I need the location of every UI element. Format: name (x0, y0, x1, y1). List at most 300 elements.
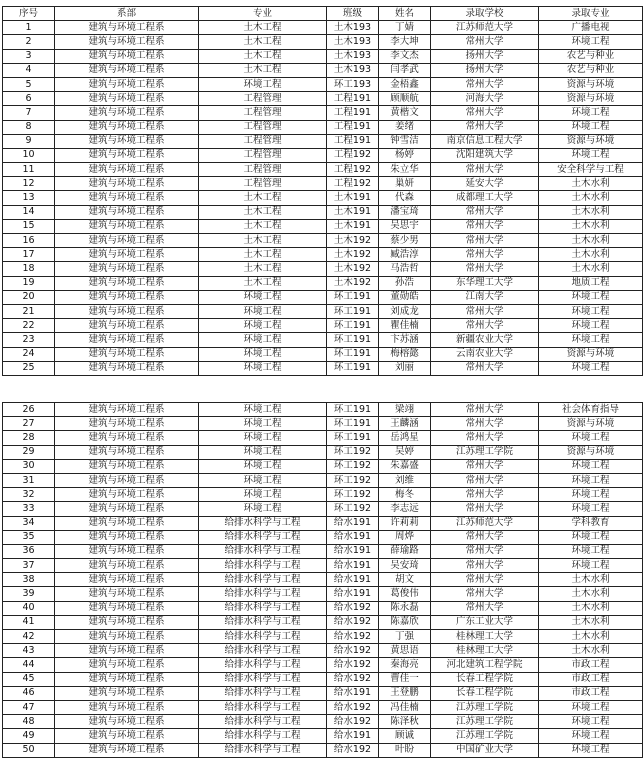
cell-class: 土木193 (327, 21, 379, 35)
table-row (3, 163, 643, 177)
cell-class: 工程192 (327, 148, 379, 162)
cell-admitted-school: 常州大学 (431, 417, 539, 431)
cell-admitted-school: 江苏理工学院 (431, 700, 539, 714)
cell-name: 巢妍 (379, 177, 431, 191)
cell-major: 环境工程 (199, 77, 327, 91)
header-row (3, 7, 643, 21)
cell-department: 建筑与环境工程系 (55, 615, 199, 629)
table-row (3, 134, 643, 148)
cell-class: 给水192 (327, 715, 379, 729)
cell-admitted-school: 常州大学 (431, 601, 539, 615)
cell-class: 环工191 (327, 431, 379, 445)
cell-department: 建筑与环境工程系 (55, 559, 199, 573)
cell-major: 环境工程 (199, 459, 327, 473)
table-row (3, 587, 643, 601)
cell-major: 土木工程 (199, 35, 327, 49)
cell-admitted-school: 常州大学 (431, 120, 539, 134)
cell-department: 建筑与环境工程系 (55, 686, 199, 700)
cell-name: 曹佳一 (379, 672, 431, 686)
cell-major: 工程管理 (199, 148, 327, 162)
cell-index: 43 (3, 644, 55, 658)
cell-index: 31 (3, 473, 55, 487)
table-row (3, 21, 643, 35)
cell-admitted-major: 土木水利 (539, 601, 643, 615)
cell-department: 建筑与环境工程系 (55, 502, 199, 516)
cell-admitted-school: 广东工业大学 (431, 615, 539, 629)
cell-department: 建筑与环境工程系 (55, 473, 199, 487)
cell-index: 45 (3, 672, 55, 686)
cell-name: 代森 (379, 191, 431, 205)
cell-major: 环境工程 (199, 347, 327, 361)
cell-department: 建筑与环境工程系 (55, 715, 199, 729)
cell-admitted-major: 环境工程 (539, 120, 643, 134)
cell-class: 给水192 (327, 644, 379, 658)
cell-admitted-major: 资源与环境 (539, 347, 643, 361)
cell-admitted-major: 农艺与种业 (539, 63, 643, 77)
cell-department: 建筑与环境工程系 (55, 587, 199, 601)
cell-admitted-major: 资源与环境 (539, 417, 643, 431)
table-row (3, 205, 643, 219)
cell-index: 44 (3, 658, 55, 672)
cell-admitted-school: 成都理工大学 (431, 191, 539, 205)
cell-admitted-major: 环境工程 (539, 559, 643, 573)
cell-admitted-major: 土木水利 (539, 177, 643, 191)
cell-admitted-school: 扬州大学 (431, 63, 539, 77)
cell-index: 33 (3, 502, 55, 516)
cell-index: 35 (3, 530, 55, 544)
cell-admitted-school: 江苏理工学院 (431, 445, 539, 459)
cell-department: 建筑与环境工程系 (55, 134, 199, 148)
cell-name: 朱嘉盛 (379, 459, 431, 473)
cell-class: 土木192 (327, 276, 379, 290)
cell-name: 叶盼 (379, 743, 431, 757)
cell-index: 25 (3, 361, 55, 375)
cell-admitted-school: 常州大学 (431, 502, 539, 516)
cell-index: 20 (3, 290, 55, 304)
cell-name: 姜绪 (379, 120, 431, 134)
cell-department: 建筑与环境工程系 (55, 234, 199, 248)
cell-name: 刘成龙 (379, 304, 431, 318)
cell-name: 李大坤 (379, 35, 431, 49)
cell-admitted-school: 常州大学 (431, 106, 539, 120)
cell-admitted-school: 常州大学 (431, 205, 539, 219)
cell-admitted-major: 环境工程 (539, 361, 643, 375)
cell-admitted-school: 常州大学 (431, 304, 539, 318)
cell-class: 给水191 (327, 573, 379, 587)
cell-name: 葛俊伟 (379, 587, 431, 601)
table-row (3, 743, 643, 757)
cell-admitted-school: 常州大学 (431, 488, 539, 502)
cell-department: 建筑与环境工程系 (55, 219, 199, 233)
cell-department: 建筑与环境工程系 (55, 573, 199, 587)
cell-name: 卞苏涵 (379, 333, 431, 347)
cell-admitted-school: 常州大学 (431, 587, 539, 601)
cell-class: 给水192 (327, 601, 379, 615)
cell-admitted-major: 资源与环境 (539, 134, 643, 148)
cell-index: 36 (3, 544, 55, 558)
cell-name: 李志远 (379, 502, 431, 516)
cell-department: 建筑与环境工程系 (55, 35, 199, 49)
cell-major: 环境工程 (199, 431, 327, 445)
table-row (3, 431, 643, 445)
cell-index: 14 (3, 205, 55, 219)
cell-department: 建筑与环境工程系 (55, 333, 199, 347)
cell-major: 环境工程 (199, 445, 327, 459)
cell-name: 瞿佳楠 (379, 319, 431, 333)
cell-major: 给排水科学与工程 (199, 544, 327, 558)
cell-admitted-school: 江苏理工学院 (431, 715, 539, 729)
cell-name: 吴思宇 (379, 219, 431, 233)
table-row (3, 644, 643, 658)
table-row (3, 35, 643, 49)
cell-department: 建筑与环境工程系 (55, 630, 199, 644)
cell-major: 给排水科学与工程 (199, 686, 327, 700)
cell-admitted-school: 常州大学 (431, 262, 539, 276)
cell-name: 梅冬 (379, 488, 431, 502)
cell-major: 给排水科学与工程 (199, 530, 327, 544)
cell-class: 工程191 (327, 134, 379, 148)
cell-index: 13 (3, 191, 55, 205)
cell-name: 潘宝琦 (379, 205, 431, 219)
cell-admitted-major: 环境工程 (539, 290, 643, 304)
cell-department: 建筑与环境工程系 (55, 177, 199, 191)
cell-class: 环工192 (327, 473, 379, 487)
table-row (3, 361, 643, 375)
table-row (3, 49, 643, 63)
table-row (3, 248, 643, 262)
cell-name: 王麟涵 (379, 417, 431, 431)
cell-admitted-school: 桂林理工大学 (431, 630, 539, 644)
table-row (3, 191, 643, 205)
cell-admitted-major: 环境工程 (539, 319, 643, 333)
cell-name: 臧浩淳 (379, 248, 431, 262)
cell-index: 12 (3, 177, 55, 191)
cell-index: 42 (3, 630, 55, 644)
cell-class: 环工193 (327, 77, 379, 91)
cell-admitted-school: 河北建筑工程学院 (431, 658, 539, 672)
cell-department: 建筑与环境工程系 (55, 672, 199, 686)
cell-department: 建筑与环境工程系 (55, 729, 199, 743)
cell-class: 给水191 (327, 587, 379, 601)
cell-name: 薛瑜路 (379, 544, 431, 558)
cell-admitted-major: 农艺与种业 (539, 49, 643, 63)
cell-admitted-major: 土木水利 (539, 234, 643, 248)
cell-class: 工程191 (327, 106, 379, 120)
table-row (3, 601, 643, 615)
cell-admitted-major: 市政工程 (539, 686, 643, 700)
table-row (3, 148, 643, 162)
cell-admitted-school: 东华理工大学 (431, 276, 539, 290)
cell-class: 工程191 (327, 92, 379, 106)
table-row (3, 106, 643, 120)
cell-class: 给水191 (327, 686, 379, 700)
cell-department: 建筑与环境工程系 (55, 544, 199, 558)
cell-index: 16 (3, 234, 55, 248)
admission-table-part1 (2, 6, 643, 376)
cell-admitted-school: 河海大学 (431, 92, 539, 106)
cell-index: 9 (3, 134, 55, 148)
cell-department: 建筑与环境工程系 (55, 601, 199, 615)
cell-name: 梁翊 (379, 403, 431, 417)
cell-major: 环境工程 (199, 403, 327, 417)
table-row (3, 672, 643, 686)
cell-class: 给水191 (327, 544, 379, 558)
cell-major: 给排水科学与工程 (199, 615, 327, 629)
cell-department: 建筑与环境工程系 (55, 417, 199, 431)
cell-admitted-school: 江南大学 (431, 290, 539, 304)
cell-department: 建筑与环境工程系 (55, 431, 199, 445)
cell-name: 黄楷文 (379, 106, 431, 120)
cell-class: 土木193 (327, 49, 379, 63)
cell-admitted-major: 土木水利 (539, 615, 643, 629)
cell-name: 李文杰 (379, 49, 431, 63)
cell-department: 建筑与环境工程系 (55, 106, 199, 120)
cell-name: 董勋皓 (379, 290, 431, 304)
cell-admitted-school: 江苏师范大学 (431, 21, 539, 35)
cell-major: 工程管理 (199, 177, 327, 191)
cell-admitted-school: 常州大学 (431, 473, 539, 487)
table-row (3, 319, 643, 333)
table-row (3, 262, 643, 276)
cell-index: 28 (3, 431, 55, 445)
cell-index: 3 (3, 49, 55, 63)
cell-major: 环境工程 (199, 304, 327, 318)
cell-admitted-school: 江苏师范大学 (431, 516, 539, 530)
cell-admitted-major: 学科教育 (539, 516, 643, 530)
cell-class: 环工191 (327, 403, 379, 417)
cell-admitted-school: 常州大学 (431, 431, 539, 445)
cell-major: 土木工程 (199, 63, 327, 77)
cell-major: 给排水科学与工程 (199, 587, 327, 601)
cell-index: 1 (3, 21, 55, 35)
cell-department: 建筑与环境工程系 (55, 361, 199, 375)
table-row (3, 658, 643, 672)
cell-class: 给水192 (327, 658, 379, 672)
cell-major: 给排水科学与工程 (199, 672, 327, 686)
cell-index: 7 (3, 106, 55, 120)
cell-class: 土木191 (327, 205, 379, 219)
cell-index: 24 (3, 347, 55, 361)
cell-admitted-major: 环境工程 (539, 530, 643, 544)
cell-admitted-major: 环境工程 (539, 35, 643, 49)
cell-major: 环境工程 (199, 290, 327, 304)
cell-department: 建筑与环境工程系 (55, 77, 199, 91)
cell-major: 土木工程 (199, 234, 327, 248)
cell-index: 49 (3, 729, 55, 743)
table-row (3, 459, 643, 473)
cell-department: 建筑与环境工程系 (55, 191, 199, 205)
cell-name: 胡文 (379, 573, 431, 587)
table-row (3, 488, 643, 502)
cell-admitted-school: 长春工程学院 (431, 686, 539, 700)
cell-major: 给排水科学与工程 (199, 715, 327, 729)
cell-admitted-major: 资源与环境 (539, 77, 643, 91)
cell-admitted-school: 常州大学 (431, 163, 539, 177)
table-row (3, 347, 643, 361)
cell-department: 建筑与环境工程系 (55, 743, 199, 757)
cell-index: 22 (3, 319, 55, 333)
cell-name: 吴婷 (379, 445, 431, 459)
cell-department: 建筑与环境工程系 (55, 205, 199, 219)
cell-major: 给排水科学与工程 (199, 658, 327, 672)
cell-admitted-school: 江苏理工学院 (431, 729, 539, 743)
cell-major: 土木工程 (199, 205, 327, 219)
cell-class: 环工192 (327, 502, 379, 516)
cell-class: 给水192 (327, 700, 379, 714)
cell-admitted-major: 环境工程 (539, 148, 643, 162)
cell-department: 建筑与环境工程系 (55, 700, 199, 714)
cell-name: 刘维 (379, 473, 431, 487)
header-name: 姓名 (379, 7, 431, 21)
cell-index: 47 (3, 700, 55, 714)
cell-class: 给水191 (327, 559, 379, 573)
cell-name: 刘丽 (379, 361, 431, 375)
cell-admitted-major: 土木水利 (539, 219, 643, 233)
cell-index: 32 (3, 488, 55, 502)
cell-admitted-major: 社会体育指导 (539, 403, 643, 417)
cell-class: 给水191 (327, 729, 379, 743)
cell-major: 环境工程 (199, 417, 327, 431)
cell-index: 5 (3, 77, 55, 91)
table-row (3, 502, 643, 516)
cell-department: 建筑与环境工程系 (55, 403, 199, 417)
cell-admitted-school: 常州大学 (431, 35, 539, 49)
cell-admitted-school: 长春工程学院 (431, 672, 539, 686)
cell-admitted-school: 沈阳建筑大学 (431, 148, 539, 162)
cell-major: 给排水科学与工程 (199, 573, 327, 587)
cell-admitted-major: 安全科学与工程 (539, 163, 643, 177)
cell-index: 23 (3, 333, 55, 347)
cell-admitted-school: 常州大学 (431, 573, 539, 587)
header-admitted-major: 录取专业 (539, 7, 643, 21)
cell-class: 土木192 (327, 262, 379, 276)
table-row (3, 445, 643, 459)
table-row (3, 516, 643, 530)
table-row (3, 63, 643, 77)
cell-class: 土木193 (327, 63, 379, 77)
cell-name: 金梧鑫 (379, 77, 431, 91)
cell-department: 建筑与环境工程系 (55, 63, 199, 77)
cell-index: 18 (3, 262, 55, 276)
cell-class: 土木191 (327, 219, 379, 233)
cell-class: 环工192 (327, 459, 379, 473)
cell-admitted-major: 土木水利 (539, 573, 643, 587)
cell-department: 建筑与环境工程系 (55, 49, 199, 63)
cell-major: 环境工程 (199, 319, 327, 333)
cell-department: 建筑与环境工程系 (55, 248, 199, 262)
cell-admitted-major: 土木水利 (539, 587, 643, 601)
cell-admitted-major: 土木水利 (539, 191, 643, 205)
cell-admitted-major: 环境工程 (539, 715, 643, 729)
table-row (3, 573, 643, 587)
cell-name: 秦海亮 (379, 658, 431, 672)
table-row (3, 77, 643, 91)
cell-department: 建筑与环境工程系 (55, 319, 199, 333)
table-row (3, 686, 643, 700)
cell-admitted-school: 常州大学 (431, 219, 539, 233)
cell-class: 环工191 (327, 361, 379, 375)
cell-index: 34 (3, 516, 55, 530)
cell-admitted-major: 土木水利 (539, 248, 643, 262)
table-row (3, 630, 643, 644)
cell-index: 6 (3, 92, 55, 106)
table-row (3, 92, 643, 106)
cell-index: 41 (3, 615, 55, 629)
cell-admitted-major: 资源与环境 (539, 92, 643, 106)
cell-name: 陈永磊 (379, 601, 431, 615)
cell-major: 土木工程 (199, 49, 327, 63)
cell-department: 建筑与环境工程系 (55, 488, 199, 502)
cell-major: 土木工程 (199, 21, 327, 35)
cell-admitted-major: 环境工程 (539, 502, 643, 516)
cell-index: 8 (3, 120, 55, 134)
table-body-part2 (3, 403, 643, 758)
cell-major: 环境工程 (199, 333, 327, 347)
cell-major: 工程管理 (199, 120, 327, 134)
cell-index: 37 (3, 559, 55, 573)
cell-name: 钟雪洁 (379, 134, 431, 148)
cell-admitted-major: 市政工程 (539, 672, 643, 686)
cell-name: 黄思语 (379, 644, 431, 658)
cell-name: 顾诚 (379, 729, 431, 743)
cell-major: 给排水科学与工程 (199, 729, 327, 743)
cell-major: 土木工程 (199, 276, 327, 290)
cell-admitted-school: 常州大学 (431, 248, 539, 262)
cell-major: 给排水科学与工程 (199, 630, 327, 644)
table-row (3, 290, 643, 304)
cell-class: 环工191 (327, 319, 379, 333)
table-row (3, 615, 643, 629)
cell-name: 王登鹏 (379, 686, 431, 700)
cell-name: 陈嘉欣 (379, 615, 431, 629)
cell-name: 丁婧 (379, 21, 431, 35)
cell-major: 给排水科学与工程 (199, 559, 327, 573)
cell-name: 杨婷 (379, 148, 431, 162)
cell-class: 工程192 (327, 177, 379, 191)
cell-admitted-major: 环境工程 (539, 488, 643, 502)
cell-major: 给排水科学与工程 (199, 644, 327, 658)
cell-index: 19 (3, 276, 55, 290)
cell-major: 环境工程 (199, 361, 327, 375)
header-class: 班级 (327, 7, 379, 21)
cell-name: 陈泽秋 (379, 715, 431, 729)
cell-name: 岳鸿星 (379, 431, 431, 445)
header-department: 系部 (55, 7, 199, 21)
header-major: 专业 (199, 7, 327, 21)
cell-class: 给水192 (327, 743, 379, 757)
cell-major: 工程管理 (199, 92, 327, 106)
cell-department: 建筑与环境工程系 (55, 120, 199, 134)
cell-index: 2 (3, 35, 55, 49)
cell-admitted-major: 市政工程 (539, 658, 643, 672)
cell-index: 26 (3, 403, 55, 417)
cell-major: 给排水科学与工程 (199, 516, 327, 530)
cell-class: 环工192 (327, 445, 379, 459)
cell-department: 建筑与环境工程系 (55, 445, 199, 459)
cell-department: 建筑与环境工程系 (55, 516, 199, 530)
cell-admitted-major: 环境工程 (539, 304, 643, 318)
header-admitted-school: 录取学校 (431, 7, 539, 21)
cell-index: 50 (3, 743, 55, 757)
cell-class: 土木191 (327, 191, 379, 205)
cell-major: 给排水科学与工程 (199, 601, 327, 615)
cell-department: 建筑与环境工程系 (55, 163, 199, 177)
cell-class: 给水192 (327, 615, 379, 629)
cell-admitted-school: 常州大学 (431, 361, 539, 375)
cell-department: 建筑与环境工程系 (55, 347, 199, 361)
cell-index: 39 (3, 587, 55, 601)
table-row (3, 729, 643, 743)
